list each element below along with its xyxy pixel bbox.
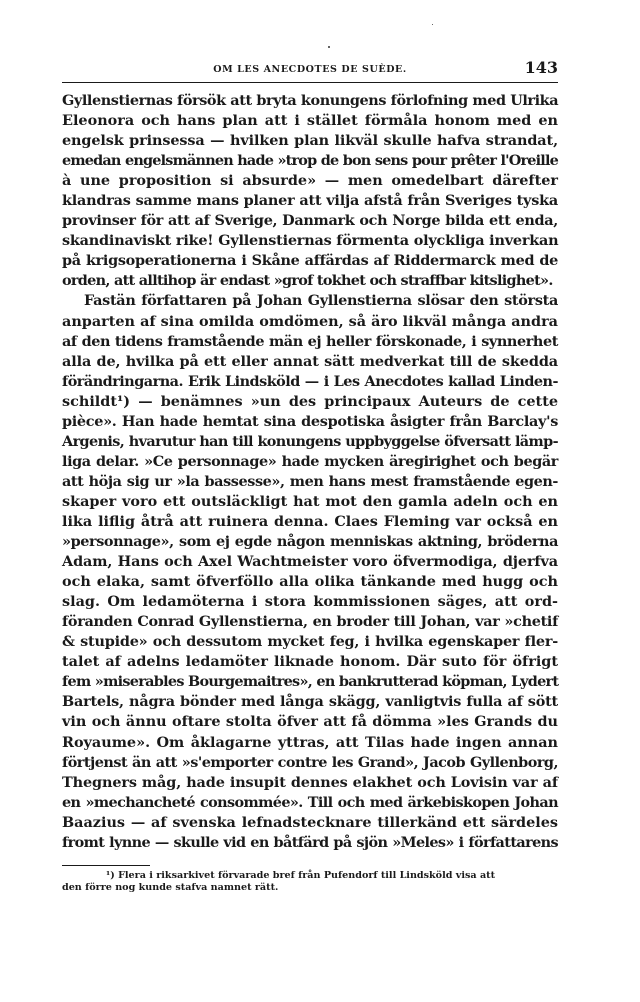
- print-speck: [328, 46, 330, 48]
- page-header: [62, 58, 558, 83]
- page-number: 143: [524, 58, 558, 77]
- text-line: talet af adelns ledamöter liknade honom. Där suto för öfrigt: [62, 653, 558, 671]
- footnote-rule: [62, 865, 150, 866]
- text-line: på krigsoperationerna i Skåne affärdas af Riddermarck med de: [62, 252, 558, 270]
- paragraph-start-line: Fastän författaren på Johan Gyllenstierna slösar den största: [84, 292, 558, 310]
- footnote-line: den förre nog kunde stafva namnet rätt.: [62, 881, 279, 893]
- text-line: en »mechancheté consommée». Till och med ärkebiskopen Johan: [62, 793, 558, 811]
- text-line: Royaume». Om åklagarne yttras, att Tilas hade ingen annan: [62, 733, 558, 751]
- text-line: à une proposition si absurde» — men omedelbart därefter: [62, 172, 558, 190]
- text-line: lika liflig åtrå att ruinera denna. Claes Fleming var också en: [62, 512, 558, 530]
- book-page: [62, 58, 558, 894]
- text-line: af den tidens framstående män ej heller förskonade, i synnerhet: [62, 332, 558, 350]
- text-line: att höja sig ur »la bassesse», men hans mest framstående egen-: [62, 472, 558, 490]
- text-line: »personnage», som ej egde någon menniskas aktning, bröderna: [62, 533, 558, 551]
- text-line: pièce». Han hade hemtat sina despotiska åsigter från Barclay's: [62, 412, 558, 430]
- text-line: föranden Conrad Gyllenstierna, en broder till Johan, var »chetif: [62, 613, 558, 631]
- footnote: [62, 870, 558, 894]
- text-line: förändringarna. Erik Lindsköld — i Les Anecdotes kallad Linden-: [62, 372, 558, 390]
- text-line: engelsk prinsessa — hvilken plan likväl skulle hafva strandat,: [62, 132, 558, 150]
- text-line: Baazius — af svenska lefnadstecknare tillerkänd ett särdeles: [62, 813, 558, 831]
- text-line: schildt¹) — benämnes »un des principaux Auteurs de cette: [62, 392, 558, 410]
- text-line: Thegners måg, hade insupit dennes elakhet och Lovisin var af: [62, 773, 558, 791]
- text-line: fem »miserables Bourgemaitres», en bankrutterad köpman, Lydert: [62, 673, 559, 691]
- text-line: Gyllenstiernas försök att bryta konungens förlofning med Ulrika: [62, 92, 559, 109]
- text-line: anparten af sina omilda omdömen, så äro likväl många andra: [62, 312, 558, 330]
- running-title: OM LES ANECDOTES DE SUÈDE.: [213, 64, 407, 75]
- footnote-line: ¹) Flera i riksarkivet förvarade bref från Pufendorf till Lindsköld visa att: [106, 869, 496, 881]
- text-line: klandras samme mans planer att vilja afstå från Sveriges tyska: [62, 192, 558, 210]
- text-line: och elaka, samt öfverföllo alla olika tänkande med hugg och: [62, 573, 558, 591]
- text-line: emedan engelsmännen hade »trop de bon sens pour prêter l'Oreille: [62, 152, 558, 170]
- text-line: förtjenst än att »s'emporter contre les Grand», Jacob Gyllenborg,: [62, 753, 558, 771]
- text-line: Bartels, några bönder med långa skägg, vanligtvis fulla af sött: [62, 693, 558, 711]
- text-line: orden, att alltihop är endast »grof tokhet och straffbar kitslighet».: [62, 272, 553, 290]
- text-line: fromt lynne — skulle vid en båtfärd på sjön »Meles» i författarens: [62, 833, 558, 851]
- body-text: [62, 91, 558, 853]
- text-line: alla de, hvilka på ett eller annat sätt medverkat till de skedda: [62, 352, 558, 370]
- text-line: skandinaviskt rike! Gyllenstiernas förmenta olyckliga inverkan: [62, 232, 559, 250]
- text-line: Adam, Hans och Axel Wachtmeister voro öfvermodiga, djerfva: [62, 553, 558, 571]
- print-speck: [432, 24, 433, 25]
- text-line: slag. Om ledamöterna i stora kommissionen säges, att ord-: [62, 593, 558, 611]
- text-line: Argenis, hvarutur han till konungens uppbyggelse öfversatt lämp-: [62, 432, 558, 450]
- text-line: vin och ännu oftare stolta öfver att få dömma »les Grands du: [62, 713, 558, 731]
- text-line: Eleonora och hans plan att i stället förmåla honom med en: [62, 112, 558, 130]
- text-line: & stupide» och dessutom mycket feg, i hvilka egenskaper fler-: [62, 633, 558, 651]
- text-line: provinser för att af Sverige, Danmark och Norge bilda ett enda,: [62, 212, 558, 230]
- text-line: liga delar. »Ce personnage» hade mycken äregirighet och begär: [62, 452, 558, 470]
- text-line: skaper voro ett outsläckligt hat mot den gamla adeln och en: [62, 492, 558, 510]
